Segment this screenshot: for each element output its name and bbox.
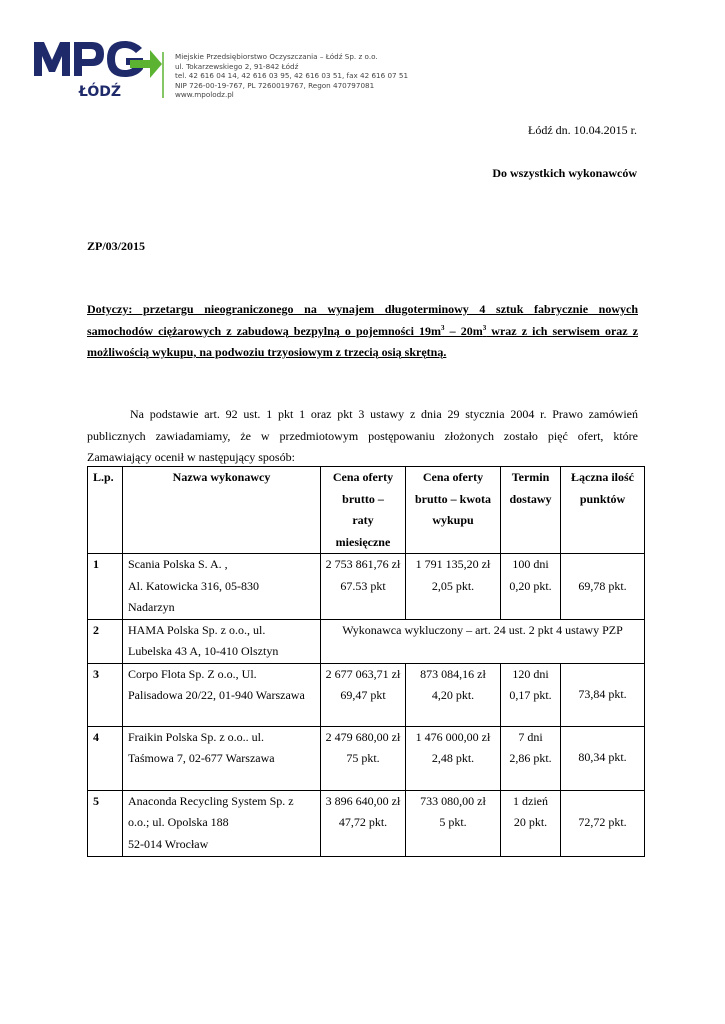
table-row — [88, 554, 645, 620]
reference-number: ZP/03/2015 — [87, 239, 146, 253]
row-buyout: 733 080,00 zł 5 pkt. — [406, 790, 501, 856]
paragraph-line: Zamawiający ocenił w następujący sposób: — [87, 450, 295, 464]
col-header-total: Łączna ilość punktów — [561, 467, 645, 554]
table-row — [88, 726, 645, 790]
row-name: Scania Polska S. A. , Al. Katowicka 316, 05-830 Nadarzyn — [123, 554, 321, 620]
row-lp: 2 — [88, 619, 123, 663]
col-header-lp: L.p. — [88, 467, 123, 554]
company-phone: tel. 42 616 04 14, 42 616 03 95, 42 616 03 51, fax 42 616 07 51 — [175, 71, 409, 81]
row-lp: 3 — [88, 663, 123, 726]
row-total: 69,78 pkt. — [561, 554, 645, 620]
row-monthly: 3 896 640,00 zł 47,72 pkt. — [321, 790, 406, 856]
subject-line: Dotyczy: przetargu nieograniczonego na wynajem długoterminowy 4 sztuk fabrycznie nowych — [87, 302, 638, 316]
col-header-term: Termin dostawy — [501, 467, 561, 554]
row-buyout: 873 084,16 zł 4,20 pkt. — [406, 663, 501, 726]
paragraph-line: Na podstawie art. 92 ust. 1 pkt 1 oraz pkt 3 ustawy z dnia 29 stycznia 2004 r. Prawo zamówień — [130, 407, 638, 421]
company-website: www.mpolodz.pl — [175, 90, 234, 100]
row-name: Corpo Flota Sp. Z o.o., Ul. Palisadowa 20/22, 01-940 Warszawa — [123, 663, 321, 726]
row-term: 100 dni 0,20 pkt. — [501, 554, 561, 620]
row-total: 73,84 pkt. — [561, 663, 645, 726]
row-total: 80,34 pkt. — [561, 726, 645, 790]
recipients: Do wszystkich wykonawców — [492, 166, 637, 180]
body-paragraph — [87, 404, 638, 469]
row-term: 120 dni 0,17 pkt. — [501, 663, 561, 726]
mpo-logo — [34, 38, 166, 100]
row-buyout: 1 791 135,20 zł 2,05 pkt. — [406, 554, 501, 620]
subject-line: możliwością wykupu, na podwoziu trzyosiowym z trzecią osią skrętną. — [87, 345, 447, 359]
row-monthly: 2 753 861,76 zł 67.53 pkt — [321, 554, 406, 620]
row-name: HAMA Polska Sp. z o.o., ul. Lubelska 43 A, 10-410 Olsztyn — [123, 619, 321, 663]
company-address: ul. Tokarzewskiego 2, 91-842 Łódź — [175, 61, 299, 71]
row-buyout: 1 476 000,00 zł 2,48 pkt. — [406, 726, 501, 790]
table-row — [88, 663, 645, 726]
row-lp: 1 — [88, 554, 123, 620]
row-total: 72,72 pkt. — [561, 790, 645, 856]
col-header-name: Nazwa wykonawcy — [123, 467, 321, 554]
offers-table — [87, 466, 645, 857]
row-monthly: 2 677 063,71 zł 69,47 pkt — [321, 663, 406, 726]
table-row — [88, 619, 645, 663]
col-header-monthly: Cena oferty brutto – raty miesięczne — [321, 467, 406, 554]
row-name: Fraikin Polska Sp. z o.o.. ul. Taśmowa 7, 02-677 Warszawa — [123, 726, 321, 790]
company-nip: NIP 726-00-19-767, PL 7260019767, Regon 470797081 — [175, 80, 375, 90]
company-info — [175, 52, 408, 100]
col-header-buyout: Cena oferty brutto – kwota wykupu — [406, 467, 501, 554]
letter-date: Łódź dn. 10.04.2015 r. — [528, 123, 637, 137]
table-header-row — [88, 467, 645, 554]
subject — [87, 299, 638, 364]
row-term: 7 dni 2,86 pkt. — [501, 726, 561, 790]
table-row — [88, 790, 645, 856]
row-term: 1 dzień 20 pkt. — [501, 790, 561, 856]
paragraph-line: publicznych zawiadamiamy, że w przedmiotowym postępowaniu złożonych zostało pięć ofert, które — [87, 428, 638, 443]
row-name: Anaconda Recycling System Sp. z o.o.; ul. Opolska 188 52-014 Wrocław — [123, 790, 321, 856]
row-lp: 5 — [88, 790, 123, 856]
row-monthly: 2 479 680,00 zł 75 pkt. — [321, 726, 406, 790]
row-excluded-note: Wykonawca wykluczony – art. 24 ust. 2 pkt 4 ustawy PZP — [321, 619, 645, 663]
logo-city-text: ŁÓDŹ — [78, 84, 122, 100]
company-name: Miejskie Przedsiębiorstwo Oczyszczania – Łódź Sp. z o.o. — [175, 52, 378, 61]
subject-line: samochodów ciężarowych z zabudową bezpylną o pojemności $19m^3 - 20m^3$ wraz z ich serwisem oraz z — [87, 323, 639, 338]
row-lp: 4 — [88, 726, 123, 790]
